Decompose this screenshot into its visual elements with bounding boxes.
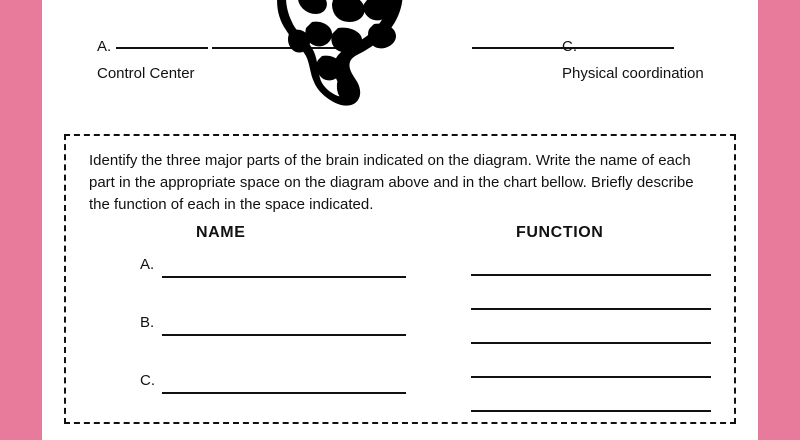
function-write-line-3[interactable] [471, 342, 711, 344]
chart-headers [66, 224, 738, 246]
column-header-function: FUNCTION [516, 224, 604, 241]
function-write-line-4[interactable] [471, 376, 711, 378]
worksheet-sheet [42, 0, 758, 440]
brain-diagram-region [42, 0, 758, 128]
function-write-line-1[interactable] [471, 274, 711, 276]
chart-row-a-letter: A. [140, 256, 155, 273]
chart-row-c-letter: C. [140, 372, 155, 389]
diagram-label-a [97, 38, 208, 55]
diagram-label-a-blank[interactable] [116, 47, 208, 49]
function-write-line-2[interactable] [471, 308, 711, 310]
chart-row-b-name-input[interactable] [162, 334, 406, 336]
chart-row-a-name-input[interactable] [162, 276, 406, 278]
diagram-label-a-letter: A. [97, 38, 112, 55]
diagram-caption-a: Control Center [97, 65, 195, 82]
page-border-left [0, 0, 42, 440]
diagram-label-c [562, 38, 674, 55]
diagram-label-c-letter: C. [562, 38, 577, 55]
page-border-right [758, 0, 800, 440]
column-header-name: NAME [196, 224, 246, 241]
task-box [64, 134, 736, 424]
chart-row-b-letter: B. [140, 314, 155, 331]
chart-row-c-name-input[interactable] [162, 392, 406, 394]
task-instructions: Identify the three major parts of the brain indicated on the diagram. Write the name of each part in the appropriate space on the diagram above and in the chart bellow. Briefly describe the function of each in the space indicated. [89, 152, 694, 213]
function-write-line-5[interactable] [471, 410, 711, 412]
diagram-label-c-blank[interactable] [582, 47, 674, 49]
diagram-caption-c: Physical coordination [562, 65, 704, 82]
brain-sagittal-illustration [238, 0, 448, 114]
